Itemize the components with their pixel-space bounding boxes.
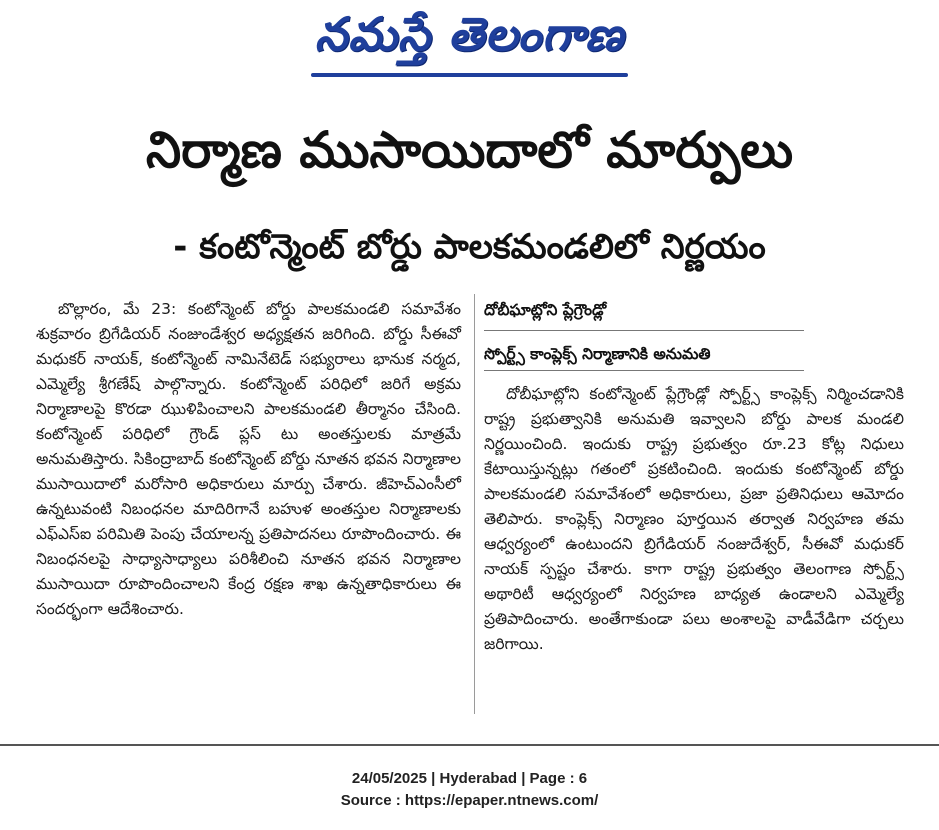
article-subheadline: - కంటోన్మెంట్ బోర్డు పాలకమండలిలో నిర్ణయం xyxy=(173,227,766,267)
subheading-rule-1 xyxy=(484,330,804,331)
right-subheading-1: దోబీఘాట్లోని ప్లేగ్రౌండ్లో xyxy=(484,301,607,319)
newspaper-logo: నమస్తే తెలంగాణ xyxy=(305,7,634,73)
subheading-rule-2 xyxy=(484,370,804,371)
footer-divider xyxy=(0,744,939,746)
left-column-body: బొల్లారం, మే 23: కంటోన్మెంట్ బోర్డు పాలకమండలి సమావేశం శుక్రవారం బ్రిగేడియర్ నంజుండేశ్వర అధ్యక్షతన జరిగింది. బోర్డు సీఈవో మధుకర్ నాయక్, కంటోన్మెంట్ నామినేటెడ్ సభ్యురాలు భానుక నర్మద, ఎమ్మెల్యే శ్రీగణేష్ పాల్గొన్నారు. కంటోన్మెంట్ పరిధిలో జరిగే అక్రమ నిర్మాణాలపై కొరడా ఝుళిపించాలని పాలకమండలి తీర్మానం చేసింది. కంటోన్మెంట్ పరిధిలో గ్రౌండ్ ప్లస్ టు అంతస్తులకు మాత్రమే అనుమతిస్తారు. సికింద్రాబాద్ కంటోన్మెంట్ బోర్డు నూతన భవన నిర్మాణాల ముసాయిదాలో మరోసారి అధికారులు మార్పు చేశారు. జీహెచ్ఎంసీలో ఉన్నటువంటి నిబంధనల మాదిరిగానే బహుళ అంతస్తుల నిర్మాణాలకు ఎఫ్ఎస్ఐ పరిమితి పెంపు చేయాలన్న ప్రతిపాదనలు రూపొందించారు. ఈ నిబంధనలపై సాధ్యాసాధ్యాలు పరిశీలించి నూతన భవన నిర్మాణాల ముసాయిదా రూపొందించాలని కేంద్ర రక్షణ శాఖ ఉన్నతాధికారులు ఈ సందర్భంగా ఆదేశించారు. xyxy=(36,300,461,618)
right-column-body: దోబీఘాట్లోని కంటోన్మెంట్ ప్లేగ్రౌండ్లో స్పోర్ట్స్ కాంప్లెక్స్ నిర్మించడానికి రాష్ట్ర ప్రభుత్వానికి అనుమతి ఇవ్వాలని బోర్డు పాలక మండలి నిర్ణయించింది. ఇందుకు రాష్ట్ర ప్రభుత్వం రూ.23 కోట్ల నిధులు కేటాయిస్తున్నట్లు గతంలో ప్రకటించింది. ఇందుకు కంటోన్మెంట్ బోర్డు పాలకమండలి సమావేశంలో అధికారులు, ప్రజా ప్రతినిధులు ఆమోదం తెలిపారు. కాంప్లెక్స్ నిర్మాణం పూర్తయిన తర్వాత నిర్వహణ తమ ఆధ్వర్యంలో ఉంటుందని బ్రిగేడియర్ నంజుదేశ్వర్, సీఈవో మధుకర్ నాయక్ స్పష్టం చేశారు. కాగా రాష్ట్ర ప్రభుత్వం తెలంగాణ స్పోర్ట్స్ అథారిటీ ఆధ్వర్యంలో నిర్వహణ బాధ్యత ఉండాలని ఎమ్మెల్యే ప్రతిపాదించారు. అంతేగాకుండా పలు అంశాలపై వాడీవేడిగా చర్చలు జరిగాయి. xyxy=(484,385,904,653)
article-headline: నిర్మాణ ముసాయిదాలో మార్పులు xyxy=(145,121,793,179)
column-divider xyxy=(474,294,475,714)
edition-info: 24/05/2025 | Hyderabad | Page : 6 xyxy=(351,770,588,787)
source-link[interactable]: Source : https://epaper.ntnews.com/ xyxy=(340,792,599,809)
masthead xyxy=(0,4,939,76)
right-subheading-2: స్పోర్ట్స్ కాంప్లెక్స్ నిర్మాణానికి అనుమతి xyxy=(484,345,711,363)
